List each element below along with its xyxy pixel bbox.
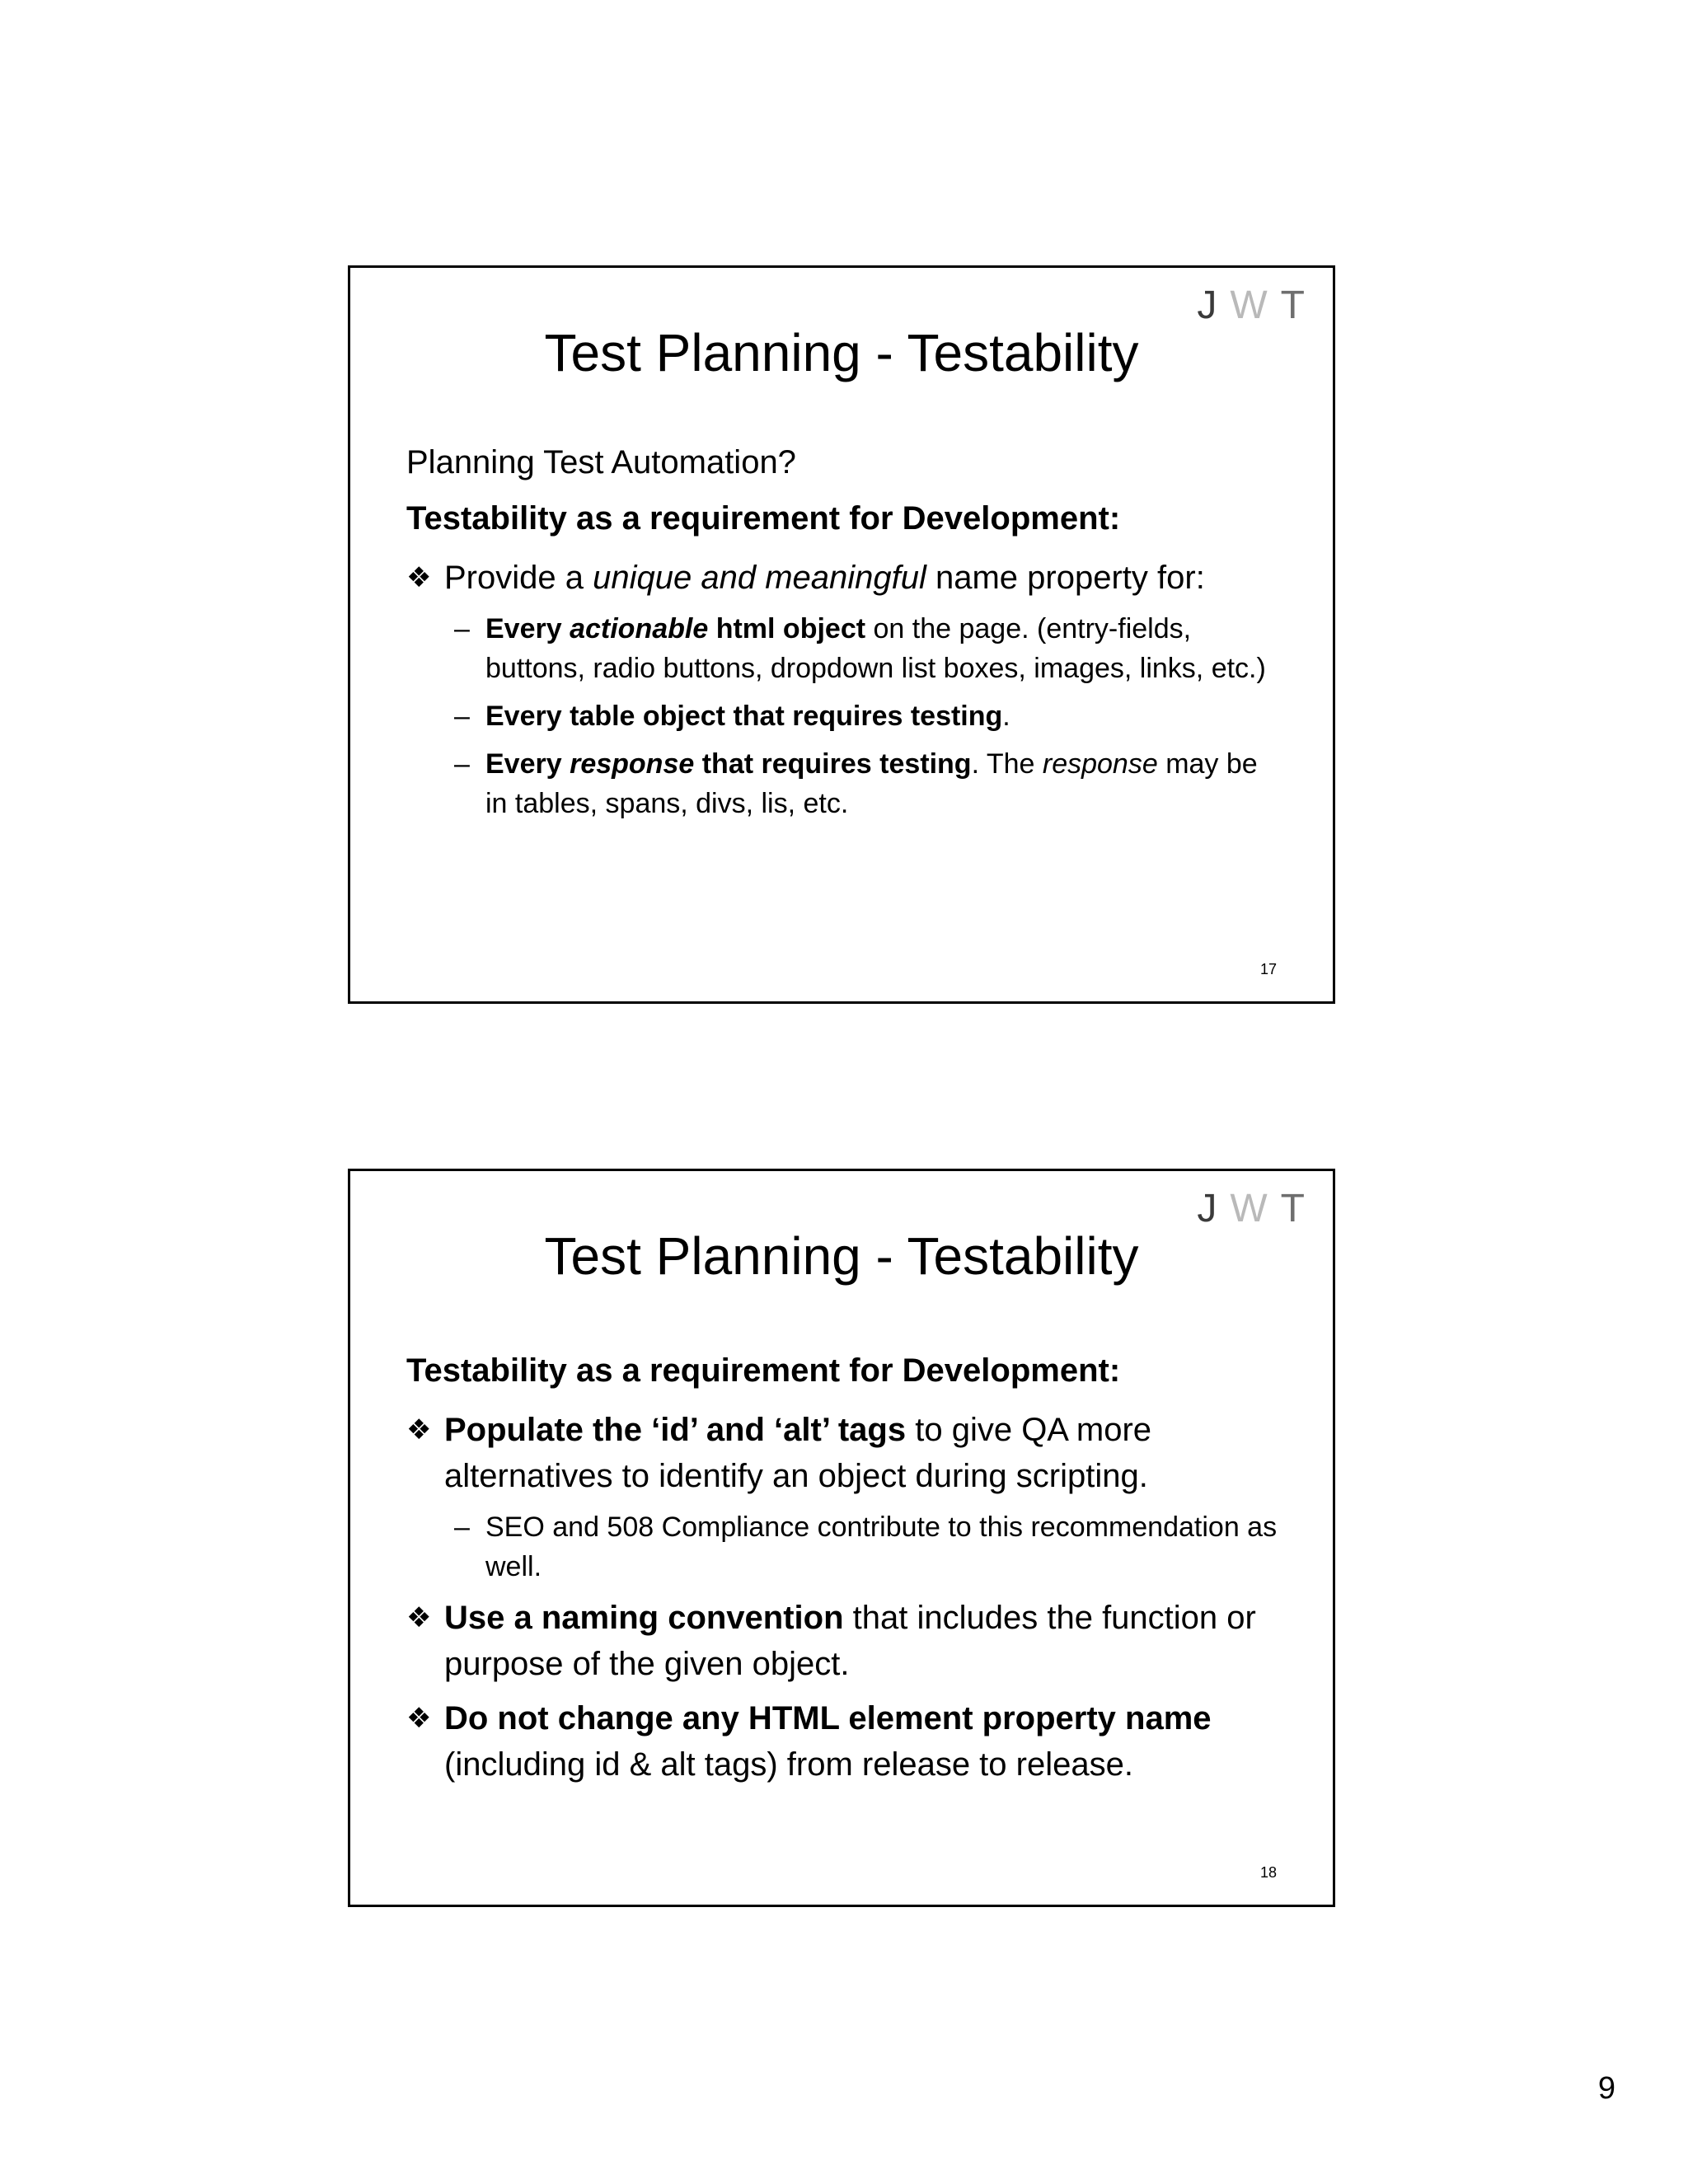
- slide-number: 18: [1259, 1864, 1277, 1881]
- slide-number: 17: [1259, 961, 1277, 977]
- slide-title: Test Planning - Testability: [544, 323, 1139, 382]
- slide-body: [406, 1351, 1283, 1796]
- slide-17: [348, 265, 1335, 1004]
- bullet-provide-name: ❖ Provide a unique and meaningful name property for:: [406, 555, 1283, 601]
- slide-body: [406, 443, 1283, 832]
- subbullet-table: – Every table object that requires testing.: [406, 696, 1283, 736]
- section-heading: Testability as a requirement for Development:: [406, 1352, 1121, 1389]
- subbullet-response: – Every response that requires testing. The response may be in tables, spans, divs, lis, etc.: [406, 744, 1283, 823]
- section-heading: Testability as a requirement for Development:: [406, 500, 1121, 537]
- slide-title: Test Planning - Testability: [544, 1226, 1139, 1286]
- dash-icon: –: [454, 748, 470, 780]
- bullet-do-not-change: ❖ Do not change any HTML element property name (including id & alt tags) from release to release.: [406, 1695, 1283, 1788]
- jwt-logo: JWT: [1197, 284, 1305, 327]
- diamond-bullet-icon: ❖: [406, 1601, 432, 1634]
- subbullet-seo: – SEO and 508 Compliance contribute to this recommendation as well.: [406, 1507, 1283, 1586]
- dash-icon: –: [454, 701, 470, 732]
- subbullet-actionable: – Every actionable html object on the page. (entry-fields, buttons, radio buttons, dropdown list boxes, images, links, etc.): [406, 609, 1283, 688]
- bullet-naming-convention: ❖ Use a naming convention that includes the function or purpose of the given object.: [406, 1595, 1283, 1687]
- jwt-logo: JWT: [1197, 1187, 1305, 1230]
- intro-line: Planning Test Automation?: [406, 444, 796, 480]
- bullet-populate-tags: ❖ Populate the ‘id’ and ‘alt’ tags to give QA more alternatives to identify an object during scripting.: [406, 1407, 1283, 1499]
- page-number: 9: [1597, 2071, 1615, 2106]
- dash-icon: –: [454, 613, 470, 644]
- diamond-bullet-icon: ❖: [406, 1413, 432, 1446]
- diamond-bullet-icon: ❖: [406, 561, 432, 594]
- diamond-bullet-icon: ❖: [406, 1702, 432, 1735]
- dash-icon: –: [454, 1511, 470, 1543]
- slide-18: [348, 1169, 1335, 1907]
